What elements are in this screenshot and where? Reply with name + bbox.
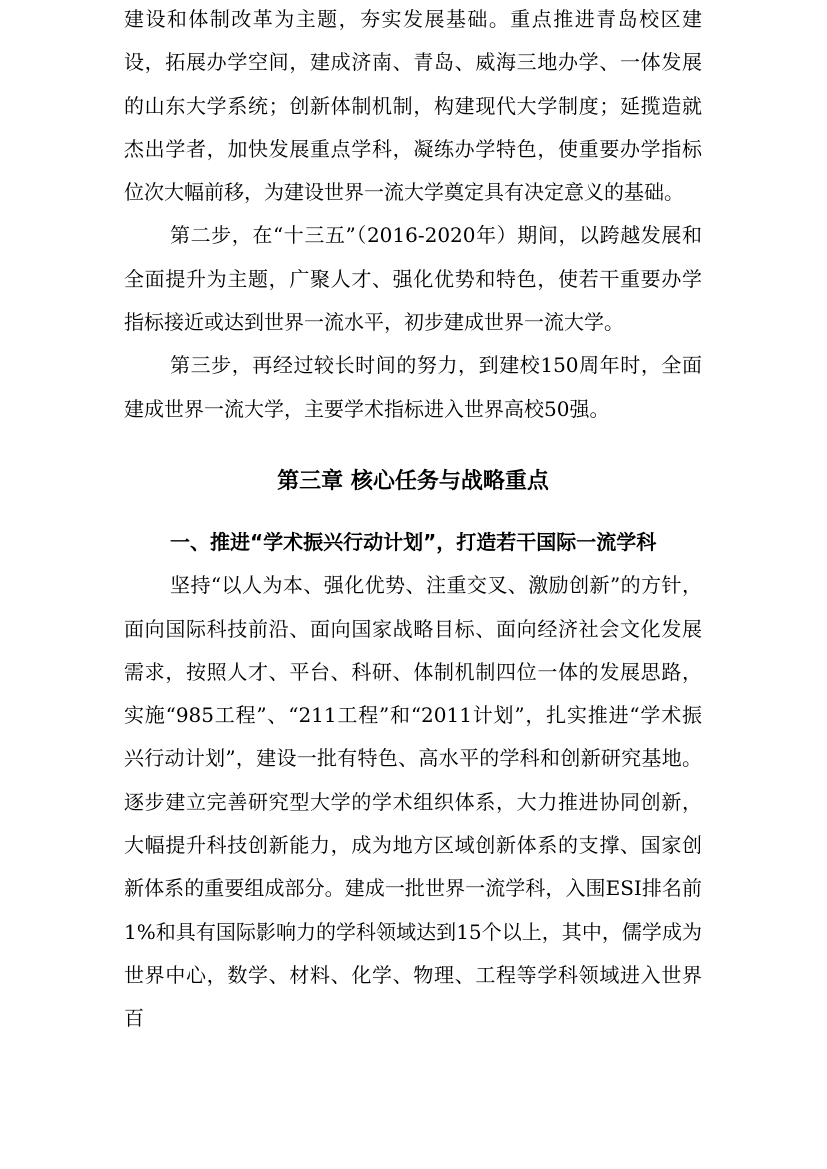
paragraph-academic-plan: 坚持“以人为本、强化优势、注重交叉、激励创新”的方针，面向国际科技前沿、面向国家战略目标、面向经济社会文化发展需求，按照人才、平台、科研、体制机制四位一体的发展思路，实施“985工程”、“211工程”和“2011计划”，扎实推进“学术振兴行动计划”，建设一批有特色、高水平的学科和创新研究基地。逐步建立完善研究型大学的学术组织体系，大力推进协同创新，大幅提升科技创新能力，成为地方区域创新体系的支撑、国家创新体系的重要组成部分。建成一批世界一流学科，入围ESI排名前1%和具有国际影响力的学科领域达到15个以上，其中，儒学成为世界中心，数学、材料、化学、物理、工程等学科领域进入世界百	[124, 573, 702, 1031]
paragraph-step-two: 第二步，在“十三五”（2016-2020年）期间，以跨越发展和全面提升为主题，广聚人才、强化优势和特色，使若干重要办学指标接近或达到世界一流水平，初步建成世界一流大学。	[124, 223, 702, 335]
paragraph-phase-one-continued: 建设和体制改革为主题，夯实发展基础。重点推进青岛校区建设，拓展办学空间，建成济南、青岛、威海三地办学、一体发展的山东大学系统；创新体制机制，构建现代大学制度；延揽造就杰出学者，加快发展重点学科，凝练办学特色，使重要办学指标位次大幅前移，为建设世界一流大学奠定具有决定意义的基础。	[124, 7, 702, 205]
chapter-title: 第三章 核心任务与战略重点	[277, 468, 549, 494]
document-page	[124, 0, 702, 1041]
paragraph-step-three: 第三步，再经过较长时间的努力，到建校150周年时，全面建成世界一流大学，主要学术指标进入世界高校50强。	[124, 353, 702, 421]
section-title: 一、推进“学术振兴行动计划”，打造若干国际一流学科	[170, 529, 657, 554]
